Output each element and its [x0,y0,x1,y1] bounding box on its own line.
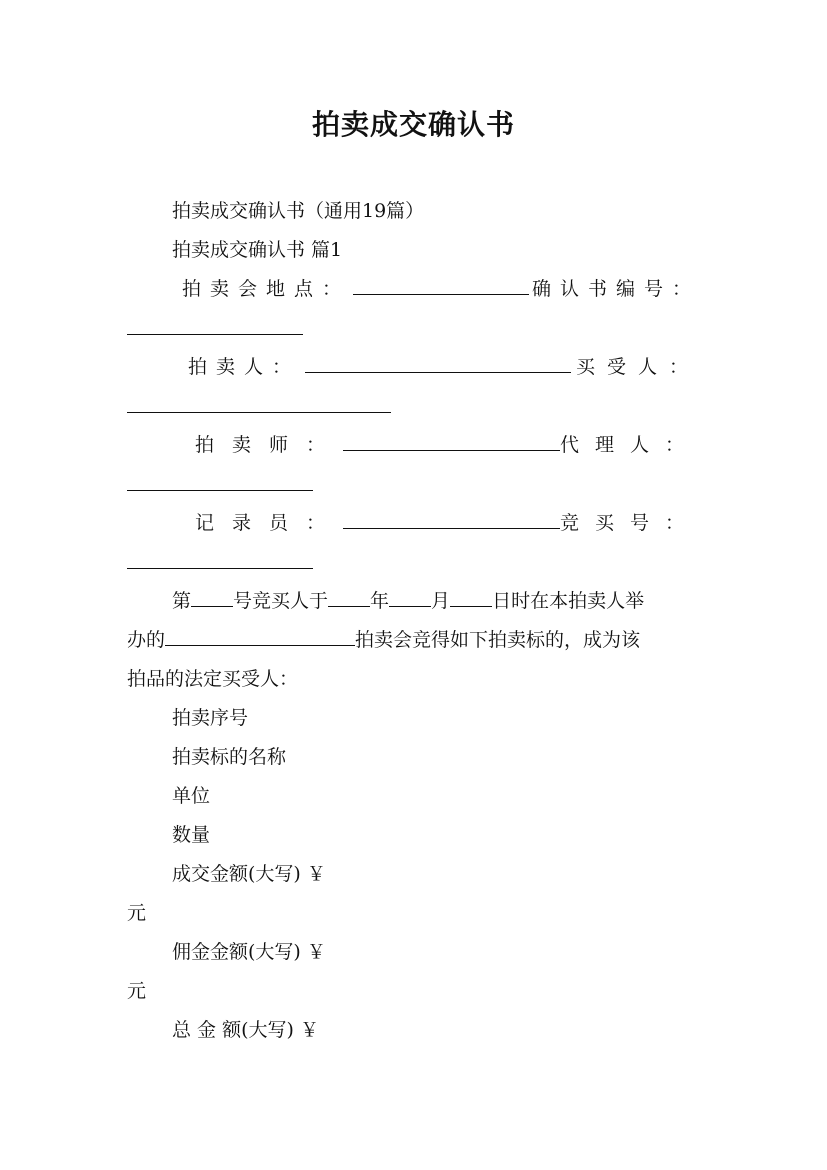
paragraph-line-1 [172,588,644,614]
agent-label: 代理人： [559,434,700,456]
auction-name-blank [165,627,355,646]
text-won: 拍卖会竞得如下拍卖标的，成为该 [355,629,641,651]
cert-no-blank [127,316,303,335]
quantity-label: 数量 [172,824,211,846]
buyer-blank-line [127,394,391,420]
bid-no-blank-line [127,550,313,576]
auctioneer-row [127,432,700,458]
unit-label: 单位 [172,785,211,807]
recorder-label: 记录员： [195,512,344,534]
text-year: 年 [370,590,390,612]
text-bidder: 号竞买人于 [233,590,329,612]
year-blank [328,588,370,607]
auctioneer-blank [343,432,560,451]
lot-no-label: 拍卖序号 [172,707,249,729]
day-blank [450,588,492,607]
bid-no-blank [127,550,313,569]
text-held: 办的 [127,629,166,651]
total-amount-label: 总 金 额(大写) ￥ [172,1019,319,1041]
month-blank [389,588,431,607]
buyer-label: 买受人： [575,356,700,378]
auctioneer-org-label: 拍卖人： [188,356,301,378]
commission-label: 佣金金额(大写) ￥ [172,941,326,963]
yuan-label-1: 元 [127,902,147,924]
recorder-blank [343,510,560,529]
paragraph-line-2 [127,627,640,653]
agent-blank [127,472,313,491]
text-month: 月 [431,590,451,612]
lot-name-label: 拍卖标的名称 [172,746,287,768]
bidder-no-blank [191,588,233,607]
document-subtitle: 拍卖成交确认书（通用19篇） [172,200,425,222]
auctioneer-label: 拍卖师： [195,434,344,456]
text-day: 日时在本拍卖人举 [492,590,645,612]
cert-no-label: 确认书编号： [531,278,700,300]
yuan-label-2: 元 [127,980,147,1002]
deal-amount-label: 成交金额(大写) ￥ [172,863,326,885]
venue-blank [353,276,529,295]
auctioneer-org-blank [305,354,571,373]
venue-row [127,276,700,302]
recorder-row [127,510,700,536]
buyer-blank [127,394,391,413]
auctioneer-org-row [127,354,700,380]
cert-no-blank-line [127,316,303,342]
document-title: 拍卖成交确认书 [311,108,515,141]
bid-no-label: 竞买号： [559,512,700,534]
section-heading: 拍卖成交确认书 篇1 [172,239,343,261]
text-di: 第 [172,590,192,612]
agent-blank-line [127,472,313,498]
venue-label: 拍卖会地点： [182,278,351,300]
paragraph-line-3: 拍品的法定买受人： [127,668,299,690]
